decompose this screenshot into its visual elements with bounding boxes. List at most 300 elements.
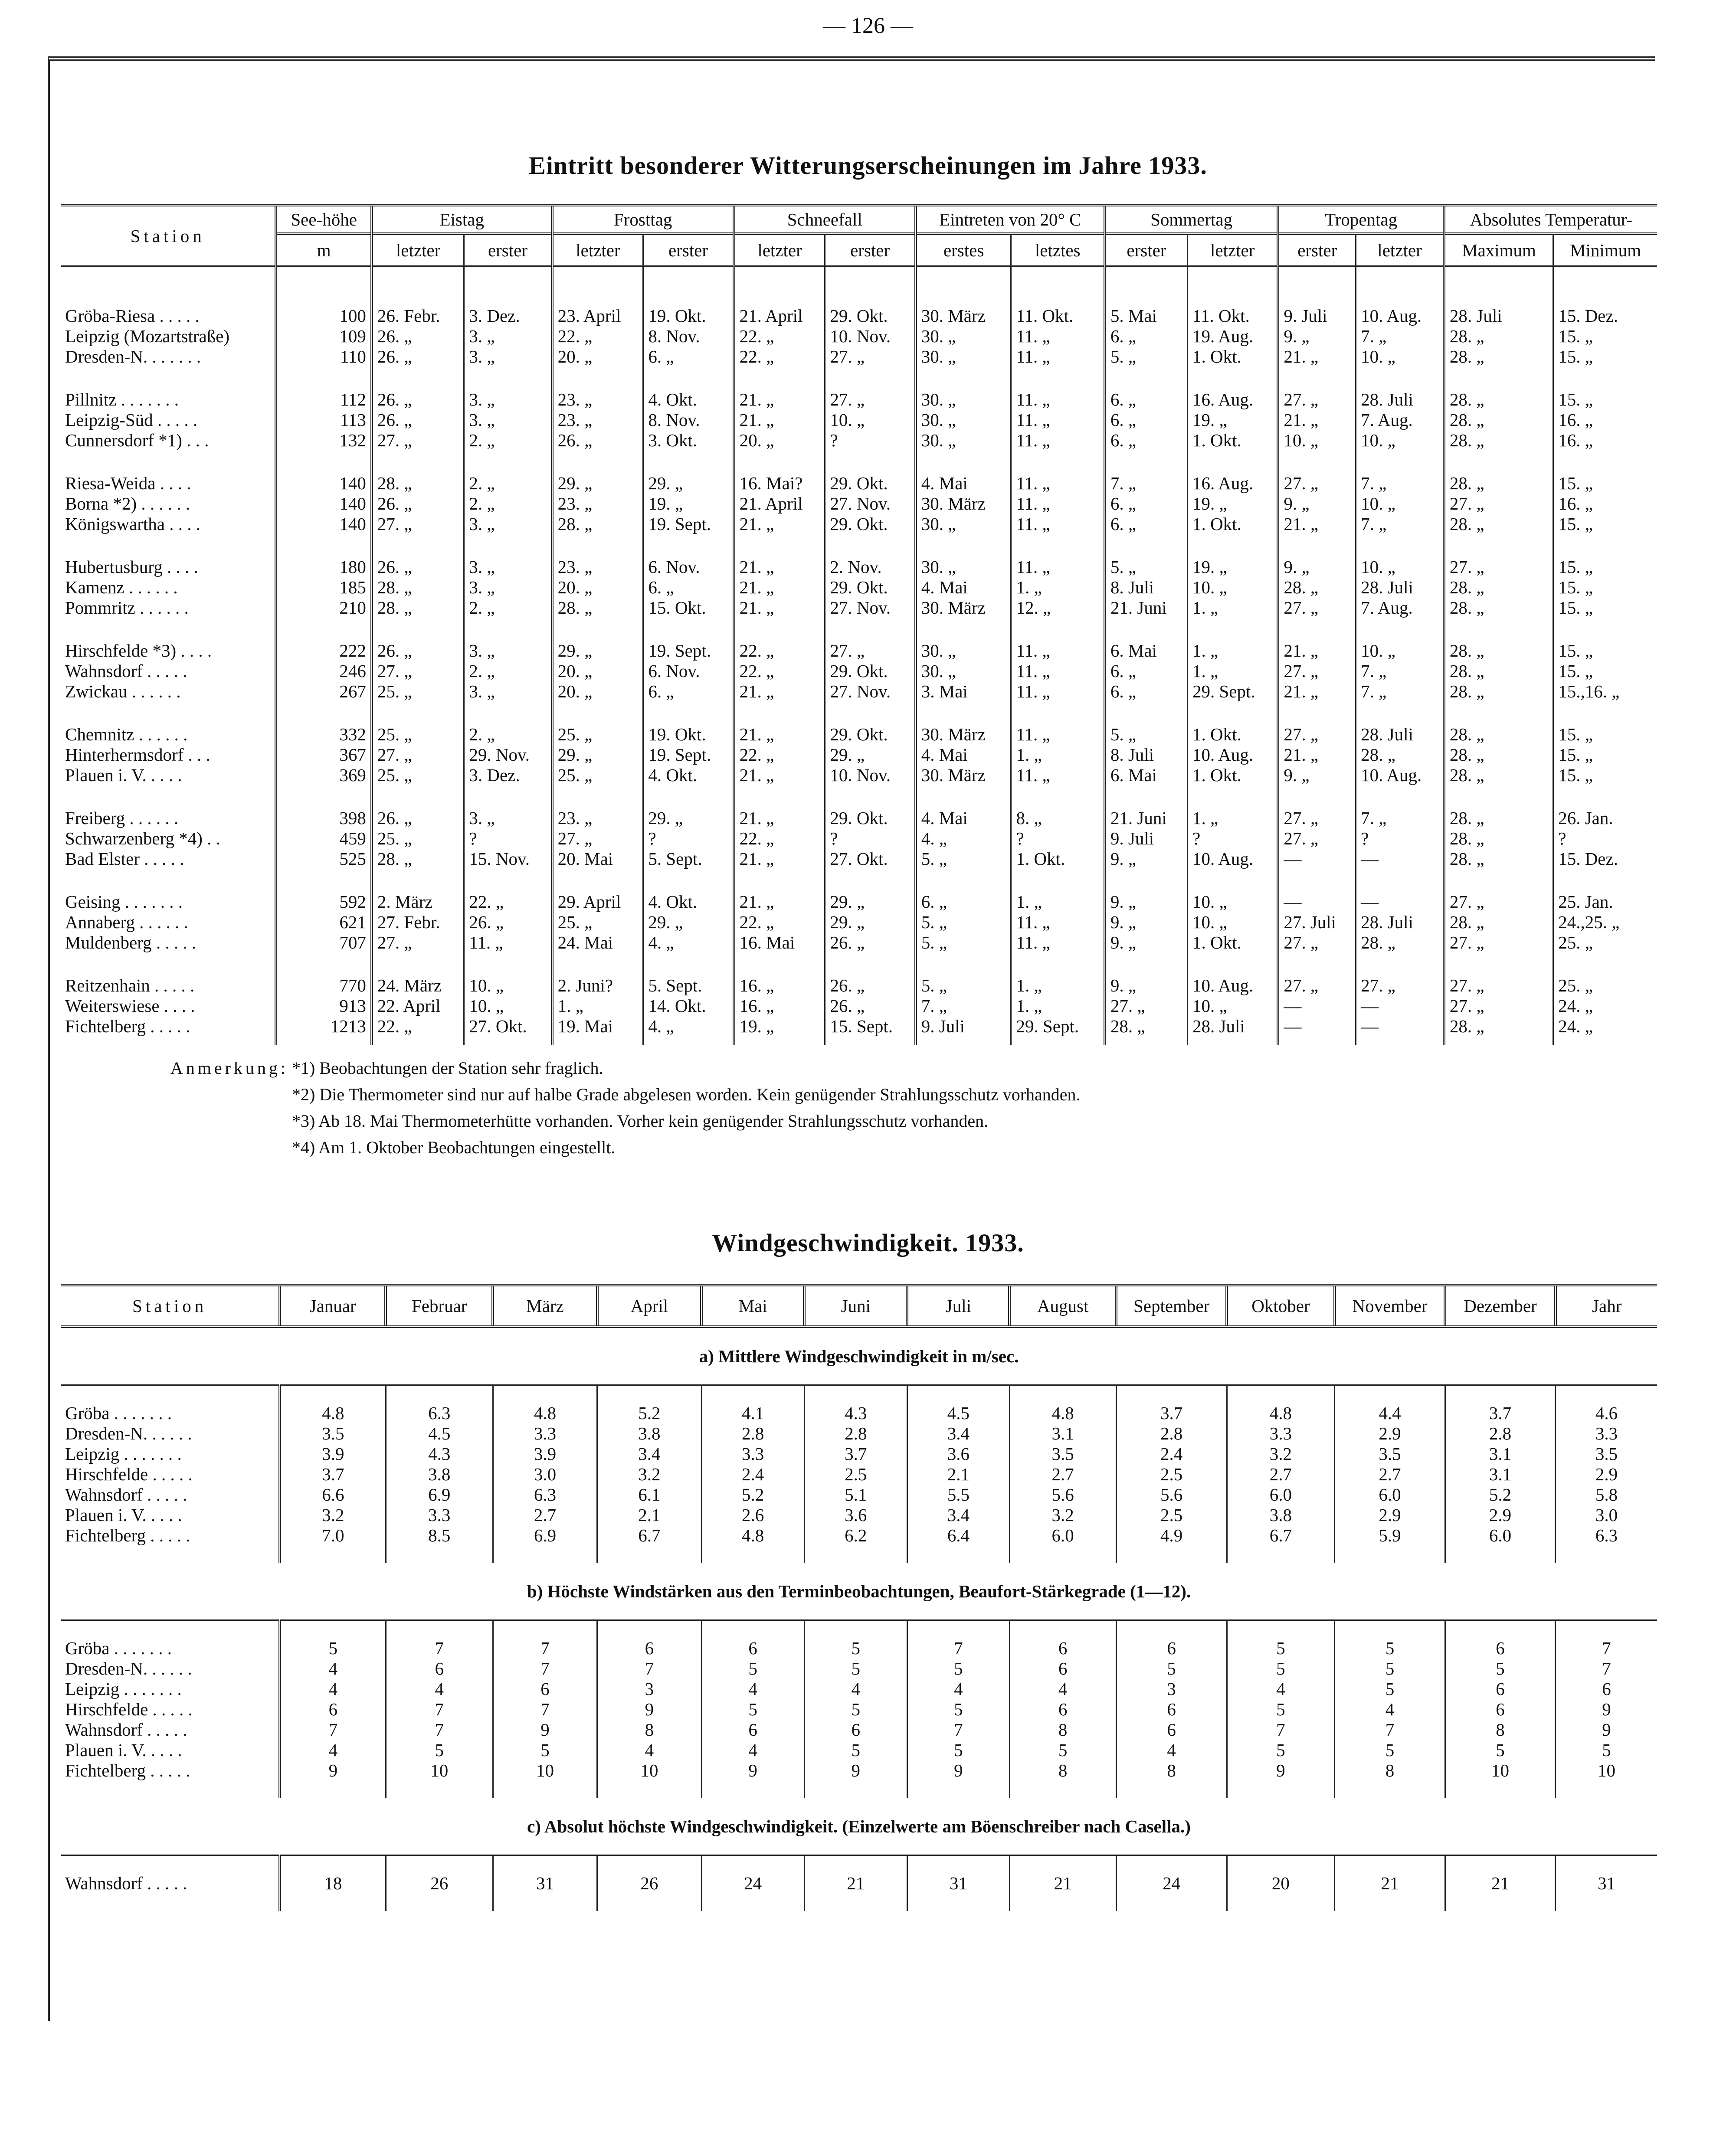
table-cell: 6.3 — [1556, 1525, 1657, 1546]
station-name: Hubertusburg . . . . — [65, 557, 198, 577]
table-cell: 26. „ — [825, 996, 916, 1016]
table-cell: 5 — [701, 1699, 804, 1720]
subheader: erster — [1105, 234, 1188, 266]
table-cell: 7.0 — [280, 1525, 386, 1546]
table-cell: 11. Okt. — [1011, 306, 1105, 326]
table-cell: 3. „ — [464, 681, 552, 702]
table-cell: 2.9 — [1335, 1505, 1445, 1525]
table-cell: 1. Okt. — [1187, 347, 1278, 367]
table-cell: 19. „ — [643, 494, 734, 514]
table-row — [61, 724, 1657, 745]
station-name: Plauen i. V. . . . . — [65, 765, 182, 785]
table-cell: 2. „ — [464, 724, 552, 745]
table-cell: — — [1278, 849, 1356, 869]
table-cell: 22. „ — [734, 912, 825, 932]
station-header: Station — [61, 1285, 280, 1327]
table-cell: 21. „ — [734, 765, 825, 785]
station-name: Annaberg . . . . . . — [65, 912, 188, 932]
table-cell: 4 — [1116, 1740, 1227, 1760]
table-cell: 4.1 — [701, 1403, 804, 1423]
table-cell: 5 — [907, 1699, 1009, 1720]
month-header: Februar — [386, 1285, 493, 1327]
table-cell: 29. „ — [825, 745, 916, 765]
table-cell: 30. März — [916, 494, 1011, 514]
station-name: Kamenz . . . . . . — [65, 577, 178, 597]
station-name: Wahnsdorf . . . . . — [65, 661, 187, 681]
table-cell: 27. „ — [1444, 932, 1553, 953]
table-cell: 15. „ — [1553, 347, 1657, 367]
station-name: Fichtelberg . . . . . — [65, 1016, 190, 1036]
table-cell: 28. „ — [372, 598, 464, 618]
table-cell: 6. Mai — [1105, 765, 1188, 785]
table-row — [61, 389, 1657, 410]
table-cell: 20. „ — [552, 661, 643, 681]
table-row — [61, 641, 1657, 661]
table-cell: 24 — [1116, 1873, 1227, 1894]
table-cell: 28. Juli — [1187, 1016, 1278, 1037]
table-cell: 27. „ — [1444, 975, 1553, 996]
station-name: Gröba . . . . . . . — [65, 1638, 172, 1658]
table-cell: 10. „ — [1356, 557, 1444, 577]
table-cell: 28. „ — [1444, 641, 1553, 661]
station-name: Leipzig . . . . . . . — [65, 1679, 182, 1699]
height-header: See-höhe — [276, 205, 371, 234]
table-cell: 2.1 — [907, 1464, 1009, 1485]
table-cell: 28. „ — [1444, 765, 1553, 785]
table-cell: 3.4 — [907, 1505, 1009, 1525]
table-cell: 3.7 — [280, 1464, 386, 1485]
table-cell: 27. „ — [1278, 932, 1356, 953]
table-cell: 16. „ — [1553, 410, 1657, 430]
table-cell: 3.3 — [493, 1423, 597, 1444]
subheader: Maximum — [1444, 234, 1553, 266]
table-cell: 10. „ — [1187, 892, 1278, 912]
table-cell: 7. „ — [1356, 681, 1444, 702]
group-header: Eistag — [372, 205, 552, 234]
station-height: 267 — [276, 681, 371, 702]
table-cell: 9. „ — [1105, 892, 1188, 912]
table-cell: 6 — [804, 1720, 907, 1740]
table-cell: 8.5 — [386, 1525, 493, 1546]
table-cell: 3. „ — [464, 514, 552, 534]
table-cell: 26. „ — [372, 389, 464, 410]
table-cell: 11. „ — [1011, 326, 1105, 347]
subheader: Minimum — [1553, 234, 1657, 266]
station-height: 113 — [276, 410, 371, 430]
subheader: erster — [464, 234, 552, 266]
table-cell: 21. „ — [734, 577, 825, 598]
table-cell: 2.9 — [1335, 1423, 1445, 1444]
table-cell: 4.3 — [386, 1444, 493, 1464]
table-cell: 1. „ — [552, 996, 643, 1016]
table-cell: 7 — [386, 1699, 493, 1720]
table-cell: 8 — [1009, 1720, 1116, 1740]
table-cell: 9 — [804, 1760, 907, 1781]
table-cell: 28. „ — [1444, 473, 1553, 494]
table-cell: 21. April — [734, 306, 825, 326]
table-cell: 6 — [386, 1659, 493, 1679]
table-cell: 2.9 — [1445, 1505, 1555, 1525]
section-heading-row — [61, 1327, 1657, 1385]
table-cell: 29. „ — [825, 892, 916, 912]
table-cell: 30. „ — [916, 347, 1011, 367]
table-cell: 21. „ — [734, 514, 825, 534]
table-cell: 10. „ — [1356, 347, 1444, 367]
station-height: 707 — [276, 932, 371, 953]
table-cell: 5. Sept. — [643, 975, 734, 996]
table-cell: 6. „ — [1105, 389, 1188, 410]
table-cell: 26. „ — [372, 494, 464, 514]
subheader: erster — [643, 234, 734, 266]
table-cell: 5. Sept. — [643, 849, 734, 869]
table-cell: 4 — [1335, 1699, 1445, 1720]
table-cell: 28. „ — [1278, 577, 1356, 598]
station-height: 140 — [276, 494, 371, 514]
group-gap — [61, 702, 1657, 724]
table-cell: 5 — [1116, 1659, 1227, 1679]
table-cell: 23. April — [552, 306, 643, 326]
table-cell: — — [1356, 892, 1444, 912]
table-cell: 6. „ — [643, 577, 734, 598]
table-cell: 4. „ — [916, 828, 1011, 849]
table-cell: 3 — [597, 1679, 701, 1699]
table-cell: 3. Okt. — [643, 430, 734, 451]
table-cell: 28. „ — [1444, 389, 1553, 410]
table-cell: 10. „ — [825, 410, 916, 430]
table-cell: 19. Aug. — [1187, 326, 1278, 347]
table-cell: 1. „ — [1187, 808, 1278, 828]
table-cell: 11. „ — [1011, 724, 1105, 745]
table-cell: 6 — [701, 1720, 804, 1740]
table-cell: 4 — [280, 1740, 386, 1760]
month-header: Mai — [701, 1285, 804, 1327]
table-row — [61, 1760, 1657, 1781]
table-cell: 20. „ — [552, 577, 643, 598]
station-name: Fichtelberg . . . . . — [65, 1760, 190, 1780]
station-height: 398 — [276, 808, 371, 828]
table-cell: 22. „ — [734, 326, 825, 347]
table-cell: 3.8 — [1227, 1505, 1334, 1525]
table-cell: 28. Juli — [1356, 912, 1444, 932]
table-cell: 6. „ — [1105, 494, 1188, 514]
station-height: 913 — [276, 996, 371, 1016]
table-cell: 21 — [1335, 1873, 1445, 1894]
table-cell: 28. „ — [1444, 430, 1553, 451]
station-name: Wahnsdorf . . . . . — [65, 1485, 187, 1505]
table-cell: 26. „ — [372, 410, 464, 430]
table-cell: 28. „ — [1444, 724, 1553, 745]
table-cell: 4 — [701, 1679, 804, 1699]
table-cell: 5 — [1335, 1659, 1445, 1679]
table-cell: 30. März — [916, 765, 1011, 785]
table-cell: 25. Jan. — [1553, 892, 1657, 912]
table-cell: 6.0 — [1335, 1485, 1445, 1505]
table-cell: 19. Sept. — [643, 514, 734, 534]
table-cell: 29. Sept. — [1187, 681, 1278, 702]
table-cell: 8. Nov. — [643, 326, 734, 347]
table-cell: 15. Dez. — [1553, 306, 1657, 326]
table-cell: 2. „ — [464, 494, 552, 514]
table-cell: 24 — [701, 1873, 804, 1894]
station-name: Hirschfelde . . . . . — [65, 1699, 193, 1719]
table-cell: 5 — [1009, 1740, 1116, 1760]
station-name: Riesa-Weida . . . . — [65, 473, 191, 493]
table-cell: 27. „ — [1278, 724, 1356, 745]
table-cell: 15. „ — [1553, 389, 1657, 410]
table-cell: 5 — [1335, 1740, 1445, 1760]
station-height: 185 — [276, 577, 371, 598]
table-row — [61, 661, 1657, 681]
table-cell: 26. Febr. — [372, 306, 464, 326]
table-cell: 6. „ — [1105, 326, 1188, 347]
table-cell: 21 — [804, 1873, 907, 1894]
table-row — [61, 514, 1657, 534]
table-cell: 3.4 — [597, 1444, 701, 1464]
table-cell: 10 — [493, 1760, 597, 1781]
table-cell: 3.6 — [804, 1505, 907, 1525]
table-cell: 29. „ — [552, 641, 643, 661]
table-cell: ? — [464, 828, 552, 849]
table-cell: 1. „ — [1011, 577, 1105, 598]
table-cell: 7 — [1227, 1720, 1334, 1740]
table-row — [61, 1699, 1657, 1720]
note: *1) Beobachtungen der Station sehr fraglich. — [292, 1058, 603, 1078]
table-cell: 27. Febr. — [372, 912, 464, 932]
subheader: letzter — [1187, 234, 1278, 266]
table-cell: 11. „ — [1011, 473, 1105, 494]
table-cell: 5.6 — [1009, 1485, 1116, 1505]
table-cell: 7 — [907, 1720, 1009, 1740]
table-cell: 6 — [1116, 1720, 1227, 1740]
table-cell: 1. Okt. — [1187, 430, 1278, 451]
table-cell: 10. „ — [1187, 577, 1278, 598]
table-cell: 15. „ — [1553, 473, 1657, 494]
table-cell: 27. „ — [1105, 996, 1188, 1016]
group-gap — [61, 266, 1657, 306]
table-cell: 9. „ — [1278, 557, 1356, 577]
table-cell: 6. „ — [1105, 681, 1188, 702]
table-cell: 10. Nov. — [825, 326, 916, 347]
table-cell: 27. „ — [825, 641, 916, 661]
table-cell: 3.2 — [597, 1464, 701, 1485]
subheader: erstes — [916, 234, 1011, 266]
table-cell: 21 — [1009, 1873, 1116, 1894]
table-cell: 22. „ — [734, 828, 825, 849]
table-row — [61, 1525, 1657, 1546]
table-row — [61, 473, 1657, 494]
table-cell: 21. Juni — [1105, 808, 1188, 828]
table-cell: 27. Nov. — [825, 494, 916, 514]
table-row — [61, 326, 1657, 347]
table-cell: 21. „ — [734, 557, 825, 577]
table-cell: 6 — [280, 1699, 386, 1720]
table-cell: 25. „ — [1553, 975, 1657, 996]
table-cell: 15. „ — [1553, 326, 1657, 347]
table-cell: 27. „ — [372, 430, 464, 451]
table-cell: 2.9 — [1556, 1464, 1657, 1485]
month-header: August — [1009, 1285, 1116, 1327]
table-cell: 25. „ — [372, 724, 464, 745]
station-name: Bad Elster . . . . . — [65, 849, 184, 869]
station-height: 367 — [276, 745, 371, 765]
wind-table — [61, 1284, 1657, 1911]
table-cell: 6 — [493, 1679, 597, 1699]
table-cell: 6 — [1445, 1638, 1555, 1659]
table-cell: 30. März — [916, 306, 1011, 326]
table-cell: 4.8 — [1227, 1403, 1334, 1423]
month-header: Juni — [804, 1285, 907, 1327]
table-cell: 27. Juli — [1278, 912, 1356, 932]
table-cell: 6.2 — [804, 1525, 907, 1546]
table-cell: 6. „ — [1105, 430, 1188, 451]
table-cell: 29. Nov. — [464, 745, 552, 765]
table-cell: 24. „ — [1553, 996, 1657, 1016]
group-header: Eintreten von 20° C — [916, 205, 1105, 234]
table-cell: 15. „ — [1553, 514, 1657, 534]
table-cell: 15. Dez. — [1553, 849, 1657, 869]
page-number: — 126 — — [823, 13, 913, 38]
table-cell: 9. „ — [1105, 975, 1188, 996]
table-cell: 11. „ — [1011, 932, 1105, 953]
table-cell: 15. „ — [1553, 641, 1657, 661]
subheader: letztes — [1011, 234, 1105, 266]
table-cell: 27. „ — [825, 347, 916, 367]
table-cell: 6. Mai — [1105, 641, 1188, 661]
note: *2) Die Thermometer sind nur auf halbe Grade abgelesen worden. Kein genügender Strahlungsschutz vorhanden. — [292, 1085, 1081, 1104]
table-cell: 10. „ — [1356, 641, 1444, 661]
table-cell: 19. „ — [1187, 410, 1278, 430]
table-cell: 26. „ — [464, 912, 552, 932]
station-name: Muldenberg . . . . . — [65, 932, 197, 952]
table-cell: 19. Mai — [552, 1016, 643, 1037]
station-name: Dresden-N. . . . . . . — [65, 347, 201, 366]
table-cell: 25. „ — [552, 912, 643, 932]
table-cell: 7 — [386, 1638, 493, 1659]
table-row — [61, 306, 1657, 326]
subheader: letzter — [1356, 234, 1444, 266]
table-cell: 3. Dez. — [464, 765, 552, 785]
table-cell: 28. Juli — [1356, 724, 1444, 745]
table-cell: 9 — [493, 1720, 597, 1740]
table-cell: 3. „ — [464, 389, 552, 410]
station-name: Pillnitz . . . . . . . — [65, 389, 179, 409]
table-cell: 7. „ — [1105, 473, 1188, 494]
table-cell: 1. „ — [1011, 975, 1105, 996]
table-cell: 3.1 — [1445, 1444, 1555, 1464]
group-gap — [61, 534, 1657, 557]
table-cell: 31 — [1556, 1873, 1657, 1894]
table-cell: 30. „ — [916, 430, 1011, 451]
table-cell: 27. Nov. — [825, 598, 916, 618]
table-cell: 4.8 — [493, 1403, 597, 1423]
table-cell: 10 — [1445, 1760, 1555, 1781]
table-cell: 2.8 — [701, 1423, 804, 1444]
station-name: Gröba . . . . . . . — [65, 1403, 172, 1423]
table-cell: 11. „ — [1011, 347, 1105, 367]
table-cell: 3. „ — [464, 557, 552, 577]
table-cell: 10. „ — [1278, 430, 1356, 451]
table-cell: 16. „ — [1553, 494, 1657, 514]
table-cell: 27. „ — [1278, 828, 1356, 849]
station-name: Reitzenhain . . . . . — [65, 975, 195, 995]
group-header: Absolutes Temperatur- — [1444, 205, 1657, 234]
section-heading: c) Absolut höchste Windgeschwindigkeit. (Einzelwerte am Böenschreiber nach Casella.) — [61, 1798, 1657, 1855]
table-cell: 23. „ — [552, 389, 643, 410]
table-cell: 30. März — [916, 598, 1011, 618]
table-cell: 28. Juli — [1356, 577, 1444, 598]
station-name: Fichtelberg . . . . . — [65, 1525, 190, 1545]
table-cell: 29. „ — [552, 473, 643, 494]
table-cell: 27. „ — [372, 932, 464, 953]
table-cell: 21. „ — [1278, 410, 1356, 430]
table-cell: 15. „ — [1553, 577, 1657, 598]
table-cell: 10. Aug. — [1187, 849, 1278, 869]
table-row — [61, 975, 1657, 996]
table-cell: 29. April — [552, 892, 643, 912]
table-cell: 3.3 — [1556, 1423, 1657, 1444]
table-cell: 5.6 — [1116, 1485, 1227, 1505]
table-cell: 2. „ — [464, 661, 552, 681]
table-cell: 5. „ — [916, 849, 1011, 869]
station-height: 112 — [276, 389, 371, 410]
table-cell: 16. „ — [734, 975, 825, 996]
table-cell: 6.9 — [493, 1525, 597, 1546]
table-cell: 7. „ — [916, 996, 1011, 1016]
table-row — [61, 1679, 1657, 1699]
table-cell: 20 — [1227, 1873, 1334, 1894]
table-cell: 29. „ — [643, 473, 734, 494]
table-cell: 21. „ — [1278, 641, 1356, 661]
station-height: 592 — [276, 892, 371, 912]
table-cell: 2. „ — [464, 598, 552, 618]
station-name: Schwarzenberg *4) . . — [65, 828, 220, 848]
table-cell: 19. Okt. — [643, 724, 734, 745]
table-cell: 5.2 — [597, 1403, 701, 1423]
table-cell: 30. „ — [916, 641, 1011, 661]
table-cell: 27. „ — [372, 745, 464, 765]
table-cell: 24. März — [372, 975, 464, 996]
height-unit: m — [276, 234, 371, 266]
station-name: Dresden-N. . . . . . — [65, 1659, 192, 1678]
table-cell: 9. „ — [1278, 765, 1356, 785]
table-cell: 3. „ — [464, 577, 552, 598]
table-cell: 9 — [701, 1760, 804, 1781]
table-cell: 1. Okt. — [1187, 765, 1278, 785]
month-header: April — [597, 1285, 701, 1327]
table-cell: 27. „ — [1278, 661, 1356, 681]
table-cell: 3.3 — [386, 1505, 493, 1525]
table-cell: 3.7 — [1445, 1403, 1555, 1423]
station-name: Gröba-Riesa . . . . . — [65, 306, 200, 326]
table-cell: 23. „ — [552, 557, 643, 577]
table-cell: 29. Okt. — [825, 514, 916, 534]
table-cell: 9. Juli — [1105, 828, 1188, 849]
table-cell: 20. „ — [552, 681, 643, 702]
station-name: Dresden-N. . . . . . — [65, 1423, 192, 1443]
table-cell: 10. Nov. — [825, 765, 916, 785]
notes — [150, 1055, 1081, 1161]
table-row — [61, 892, 1657, 912]
table-cell: 27. „ — [552, 828, 643, 849]
table-cell: 26. „ — [552, 430, 643, 451]
table-cell: 5. „ — [1105, 557, 1188, 577]
table-cell: ? — [1187, 828, 1278, 849]
table-cell: 5 — [386, 1740, 493, 1760]
table-cell: 21. Juni — [1105, 598, 1188, 618]
table-cell: 27. „ — [372, 661, 464, 681]
table-cell: 3.3 — [1227, 1423, 1334, 1444]
table-cell: 2.6 — [701, 1505, 804, 1525]
